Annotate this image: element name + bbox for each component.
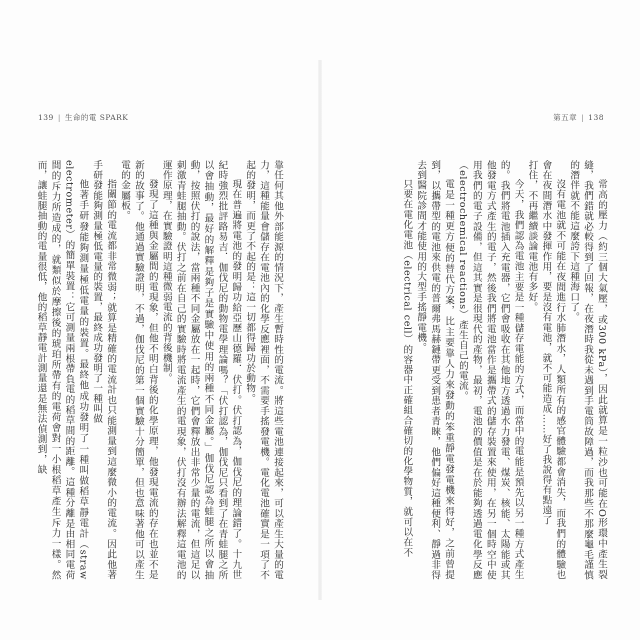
book-title-en: SPARK (99, 113, 129, 122)
paragraph: 常高的壓力（約三個大氣壓，或300 kPa），因此就算是一粒沙也可能在O形環中產生裂縫，我們錯就必較得到了回報，在夜潛時我從未遇到手電筒故障過，而我那些不那麼龜毛謹慎的潛伴就不能這麼誇下這種海口了。 (568, 160, 607, 580)
paragraph: 他著手研發能夠測量極低電量的裝置。最終他成功發明了一種叫做稻草靜電計（straw electrometer）的簡單裝置：它可測量兩根帶負電的稻草間的距離。這種分離是由相同電荷間的斥力所造成的，就類似於摩擦後的琥珀所帶有的電荷會對一小根稻草產生斥力一樣。然而，讓蛙腿抽動的電量很低，他的稻草靜電計測量還是無法偵測到，缺 (35, 160, 89, 580)
body-text-right (356, 160, 608, 580)
paragraph: 現在普遍將電池的發明歸功給亞歷山德羅．伏打。伏打認為，伽伐尼的理論錯了。十九世紀時強烈批評路易吉．伽伐尼的動物電學理論嗎？「伏打認為，伽伐尼只看到了在青蛙腿之所以會抽動，最好的解釋是夠子是實驗中使用的兩種不同金屬。」伽伐尼認為蛙腿之所以會抽動，按照伏打的說法，當兩種不同金屬放在一起時，它們會釋放出非常少量的電流，但這足以刺激青蛙腿抽動。伏打之前在自己的實驗時將電流產生的電現象，伏打沒有辦法解釋這電池的運作原理，在實驗證明這種微弱電流的背後機制。 (160, 160, 242, 580)
paragraph: 沒有電池就不可能在夜間進行水肺潛水，人類所有的感官體驗都會消失，而我們的體驗也會在夜間潛水中發揮作用，要是沒有電池，就不可能造成……好了我說得有點遠了 (540, 160, 566, 580)
page-number-left: 139 (38, 113, 54, 122)
body-text-left (34, 160, 284, 580)
running-head-right (553, 112, 604, 123)
paragraph: 電是一種更方便的替代方案，比主要靠人力來發動的笨重靜電發電機來得好，之前曾提到，以攜帶型的電池來供電的普爾弗馬赫鏈帶更受到患者青睞，他們偏好這種便利、靜過非得去到醫院診間才能使用的大型手搖靜電機。 (415, 160, 455, 580)
chapter-label: 第五章 (553, 113, 578, 122)
book-gutter (318, 60, 322, 600)
page-number-right: 138 (588, 113, 604, 122)
book-title: 生命的電 (64, 113, 97, 122)
paragraph: 發現了這種與金屬間的電現象，但他不明白背後的化學原理，他發現電流的存在也並不是新的故事了。他通過實驗證明，不過，伽伐尼的第一個實驗十分簡單，但也意味著他可以產生電的金屬板。 (119, 160, 158, 580)
separator: | (57, 113, 61, 122)
paragraph: 打住，不再繼續談論電池有多好。 (526, 160, 538, 313)
paragraph: 指關節的電流都非常微弱；就算是精確的電流計也只能測量到這麼微小的電流。因此他著手研發能夠測量極低電量的裝置，最終成功發明了一種叫做 (91, 160, 117, 580)
left-page (0, 0, 318, 640)
running-head-left (38, 112, 128, 123)
paragraph: 靠任何其他外部能源的情況下，產生暫時性的電流。將這些電池連接起來，可以產生大量的電力，這種能量會儲存在電池內的化學反應裡面，不需要手搖發電機。電化電池確實是一項了不起的發明，而更了不起的是：這一切都得歸功於動物。 (244, 160, 283, 580)
separator: | (581, 113, 585, 122)
right-page (322, 0, 640, 640)
paragraph: 只要在電化電池（electrical cell）的容器中正確組合確切的化學物質，就可以在不 (401, 179, 413, 558)
paragraph: 今天，我們認為電池主要是一種儲存電能的方式，而當中的電能是預先以另一種方式產生的。我們將電池插入充電器，它們會吸收在其他地方透過水力發電、煤炭、核能、太陽能或其他發電方式產生的電子，然後我們將電池當作是攜帶式的儲存裝置來使用，在另一個時空中使用我們的電子設備，但這其實是很現代的產物，最初，電池的價值是在於能夠透過電化學反應（electrochemical reactions）產生自己的電流。 (456, 160, 524, 580)
